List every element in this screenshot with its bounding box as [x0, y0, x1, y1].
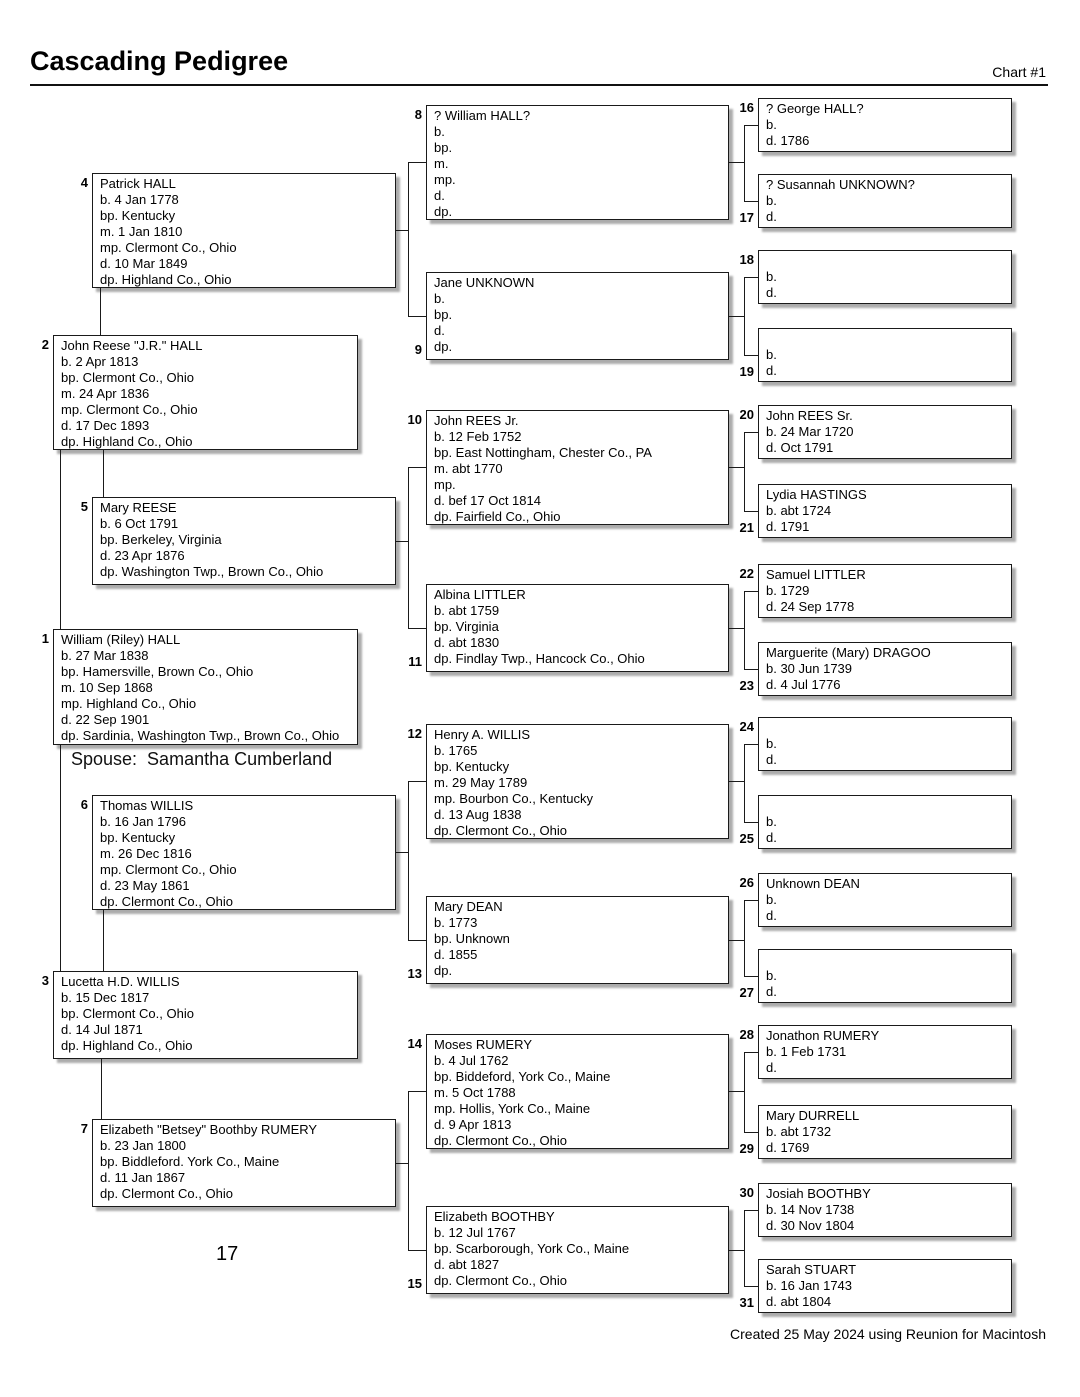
connector-line: [408, 1091, 426, 1092]
person-number: 1: [41, 631, 49, 646]
person-details: b. d.: [766, 269, 777, 300]
connector-line: [396, 230, 408, 231]
connector-line: [744, 591, 758, 592]
person-details: ? William HALL? b. bp. m. mp. d. dp.: [434, 108, 531, 219]
person-number: 21: [739, 520, 754, 535]
person-box-28[interactable]: [739, 1025, 1012, 1079]
person-number: 4: [80, 175, 88, 190]
person-number: 8: [414, 107, 422, 122]
person-details: Sarah STUART b. 16 Jan 1743 d. abt 1804: [766, 1262, 857, 1309]
page-title: Cascading Pedigree: [30, 46, 289, 76]
connector-line: [744, 591, 745, 669]
person-box-8[interactable]: [414, 105, 729, 220]
connector-line: [408, 162, 426, 163]
person-number: 13: [407, 966, 422, 981]
person-number: 7: [80, 1121, 88, 1136]
person-details: Lydia HASTINGS b. abt 1724 d. 1791: [766, 487, 867, 534]
person-details: Josiah BOOTHBY b. 14 Nov 1738 d. 30 Nov 1804: [766, 1186, 871, 1233]
connector-line: [744, 900, 758, 901]
connector-line: [408, 781, 426, 782]
connector-line: [101, 1059, 102, 1119]
person-details: John REES Jr. b. 12 Feb 1752 bp. East Nottingham, Chester Co., PA m. abt 1770 mp. d. bef 17 Oct 1814 dp. Fairfield Co., Ohio: [434, 413, 652, 524]
person-details: Samuel LITTLER b. 1729 d. 24 Sep 1778: [766, 567, 866, 614]
person-box-5[interactable]: [80, 497, 396, 585]
spouse-note: Spouse: Samantha Cumberland: [71, 749, 333, 769]
connector-line: [729, 162, 744, 163]
connector-line: [744, 432, 745, 511]
connector-line: [744, 432, 758, 433]
person-box-11[interactable]: [408, 584, 729, 672]
person-number: 24: [739, 719, 754, 734]
person-box-6[interactable]: [80, 795, 396, 910]
connector-line: [744, 1210, 745, 1286]
person-box-30[interactable]: [739, 1183, 1012, 1237]
connector-line: [729, 628, 744, 629]
person-number: 12: [407, 726, 422, 741]
person-number: 30: [739, 1185, 754, 1200]
person-details: Unknown DEAN b. d.: [766, 876, 860, 923]
person-box-24[interactable]: [739, 717, 1012, 771]
person-box-3[interactable]: [41, 971, 358, 1059]
person-number: 17: [739, 210, 754, 225]
connector-line: [396, 1163, 408, 1164]
connector-line: [408, 1091, 409, 1250]
person-box-29[interactable]: [739, 1105, 1012, 1159]
person-number: 20: [739, 407, 754, 422]
person-details: b. d.: [766, 736, 777, 767]
connector-line: [744, 277, 758, 278]
person-box-21[interactable]: [739, 484, 1012, 538]
person-details: Mary DURRELL b. abt 1732 d. 1769: [766, 1108, 860, 1155]
person-details: Jane UNKNOWN b. bp. d. dp.: [434, 275, 535, 354]
person-details: Moses RUMERY b. 4 Jul 1762 bp. Biddeford, York Co., Maine m. 5 Oct 1788 mp. Hollis, York Co., Maine d. 9 Apr 1813 dp. Clermont Co., Ohio: [434, 1037, 611, 1148]
connector-line: [744, 355, 758, 356]
connector-line: [744, 1132, 758, 1133]
connector-line: [408, 467, 426, 468]
person-details: Lucetta H.D. WILLIS b. 15 Dec 1817 bp. Clermont Co., Ohio d. 14 Jul 1871 dp. Highland Co., Ohio: [61, 974, 194, 1053]
person-box-23[interactable]: [739, 642, 1012, 696]
connector-line: [744, 900, 745, 976]
connector-line: [729, 781, 744, 782]
connector-line: [744, 822, 758, 823]
connector-line: [408, 1250, 426, 1251]
connector-line: [744, 1210, 758, 1211]
title-divider: [30, 84, 1048, 86]
person-box-27[interactable]: [739, 949, 1012, 1003]
connector-line: [744, 744, 758, 745]
person-number: 10: [407, 412, 422, 427]
person-number: 16: [739, 100, 754, 115]
person-box-10[interactable]: [407, 410, 729, 525]
person-details: Jonathon RUMERY b. 1 Feb 1731 d.: [766, 1028, 880, 1075]
person-details: Marguerite (Mary) DRAGOO b. 30 Jun 1739 d. 4 Jul 1776: [766, 645, 931, 692]
person-details: b. d.: [766, 814, 777, 845]
person-details: Mary REESE b. 6 Oct 1791 bp. Berkeley, Virginia d. 23 Apr 1876 dp. Washington Twp., Brown Co., Ohio: [100, 500, 324, 579]
connector-line: [408, 628, 426, 629]
connector-line: [729, 1250, 744, 1251]
person-number: 11: [408, 654, 422, 669]
person-details: Thomas WILLIS b. 16 Jan 1796 bp. Kentucky m. 26 Dec 1816 mp. Clermont Co., Ohio d. 23 May 1861 dp. Clermont Co., Ohio: [100, 798, 237, 909]
person-number: 27: [739, 985, 754, 1000]
person-number: 15: [407, 1276, 422, 1291]
person-details: b. d.: [766, 968, 777, 999]
connector-line: [103, 450, 104, 497]
connector-line: [729, 1091, 744, 1092]
person-number: 23: [739, 678, 754, 693]
connector-line: [408, 316, 426, 317]
person-details: Henry A. WILLIS b. 1765 bp. Kentucky m. 29 May 1789 mp. Bourbon Co., Kentucky d. 13 Aug 1838 dp. Clermont Co., Ohio: [434, 727, 593, 838]
person-details: b. d.: [766, 347, 777, 378]
person-box-25[interactable]: [739, 795, 1012, 849]
person-details: John REES Sr. b. 24 Mar 1720 d. Oct 1791: [766, 408, 854, 455]
connector-line: [744, 1052, 758, 1053]
person-box-1[interactable]: [41, 629, 358, 745]
person-number: 22: [739, 566, 754, 581]
person-box-13[interactable]: [407, 896, 729, 984]
footer-credit: Created 25 May 2024 using Reunion for Macintosh: [730, 1326, 1046, 1342]
person-box-18[interactable]: [739, 250, 1012, 304]
person-box-26[interactable]: [739, 873, 1012, 927]
person-box-7[interactable]: [80, 1119, 396, 1207]
person-number: 3: [41, 973, 49, 988]
connector-line: [744, 1052, 745, 1132]
connector-line: [408, 781, 409, 940]
person-number: 18: [739, 252, 754, 267]
connector-line: [103, 910, 104, 971]
person-box-31[interactable]: [739, 1259, 1012, 1313]
person-details: John Reese "J.R." HALL b. 2 Apr 1813 bp. Clermont Co., Ohio m. 24 Apr 1836 mp. Clermont Co., Ohio d. 17 Dec 1893 dp. Highland Co., Ohio: [61, 338, 203, 449]
connector-line: [744, 976, 758, 977]
person-details: Mary DEAN b. 1773 bp. Unknown d. 1855 dp.: [434, 899, 510, 978]
person-details: Patrick HALL b. 4 Jan 1778 bp. Kentucky m. 1 Jan 1810 mp. Clermont Co., Ohio d. 10 Mar 1849 dp. Highland Co., Ohio: [100, 176, 237, 287]
person-number: 28: [739, 1027, 754, 1042]
person-details: Elizabeth "Betsey" Boothby RUMERY b. 23 Jan 1800 bp. Biddleford. York Co., Maine d. 11 Jan 1867 dp. Clermont Co., Ohio: [100, 1122, 318, 1201]
connector-line: [408, 467, 409, 628]
person-details: Albina LITTLER b. abt 1759 bp. Virginia d. abt 1830 dp. Findlay Twp., Hancock Co., Ohio: [434, 587, 645, 666]
person-number: 9: [414, 342, 422, 357]
person-number: 29: [739, 1141, 754, 1156]
person-number: 2: [41, 337, 49, 352]
connector-line: [408, 940, 426, 941]
connector-line: [729, 940, 744, 941]
connector-line: [729, 316, 744, 317]
person-box-22[interactable]: [739, 564, 1012, 618]
connector-line: [396, 541, 408, 542]
person-box-17[interactable]: [739, 174, 1012, 228]
person-details: ? Susannah UNKNOWN? b. d.: [766, 177, 915, 224]
connector-line: [729, 467, 744, 468]
connector-line: [100, 288, 101, 335]
person-number: 14: [407, 1036, 422, 1051]
person-box-14[interactable]: [407, 1034, 729, 1149]
connector-line: [744, 201, 758, 202]
connector-line: [396, 852, 408, 853]
connector-line: [744, 669, 758, 670]
connector-line: [744, 744, 745, 822]
person-number: 19: [739, 364, 754, 379]
connector-line: [744, 511, 758, 512]
person-box-15[interactable]: [407, 1206, 729, 1294]
person-box-2[interactable]: [41, 335, 358, 450]
person-details: Elizabeth BOOTHBY b. 12 Jul 1767 bp. Scarborough, York Co., Maine d. abt 1827 dp. Clermont Co., Ohio: [434, 1209, 630, 1288]
connector-line: [744, 277, 745, 355]
connector-line: [60, 745, 61, 971]
chart-number: Chart #1: [992, 64, 1046, 80]
person-box-12[interactable]: [407, 724, 729, 839]
person-number: 6: [80, 797, 88, 812]
connector-line: [744, 125, 758, 126]
person-box-16[interactable]: [739, 98, 1012, 152]
connector-line: [408, 162, 409, 316]
connector-line: [744, 1286, 758, 1287]
connector-line: [60, 450, 61, 629]
person-number: 31: [739, 1295, 754, 1310]
person-details: William (Riley) HALL b. 27 Mar 1838 bp. Hamersville, Brown Co., Ohio m. 10 Sep 1868 mp. Highland Co., Ohio d. 22 Sep 1901 dp. Sardinia, Washington Twp., Brown Co., Ohio: [61, 632, 340, 743]
person-number: 26: [739, 875, 754, 890]
person-number: 25: [739, 831, 754, 846]
person-box-4[interactable]: [80, 173, 396, 288]
page-number: 17: [216, 1243, 239, 1265]
connector-line: [744, 125, 745, 201]
person-box-9[interactable]: [414, 272, 729, 360]
person-number: 5: [80, 499, 88, 514]
person-box-19[interactable]: [739, 328, 1012, 382]
person-box-20[interactable]: [739, 405, 1012, 459]
person-details: ? George HALL? b. d. 1786: [766, 101, 864, 148]
